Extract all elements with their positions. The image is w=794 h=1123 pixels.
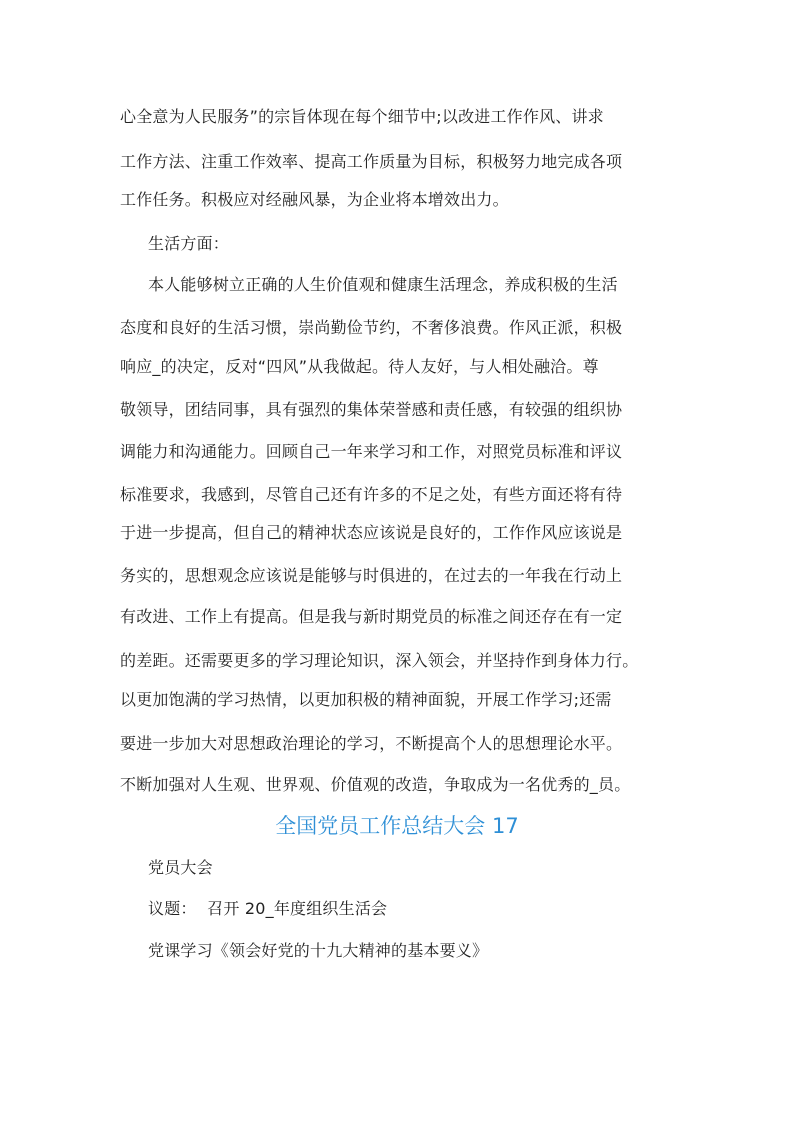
paragraph-2-line-1: 本人能够树立正确的人生价值观和健康生活理念，养成积极的生活 bbox=[148, 275, 618, 294]
party-lesson: 党课学习《领会好党的十九大精神的基本要义》 bbox=[148, 941, 489, 960]
paragraph-2-line-8: 务实的，思想观念应该说是能够与时俱进的，在过去的一年我在行动上 bbox=[120, 566, 623, 585]
paragraph-2-line-2: 态度和良好的生活习惯，崇尚勤俭节约，不奢侈浪费。作风正派，积极 bbox=[120, 318, 623, 337]
life-section-heading: 生活方面： bbox=[148, 234, 230, 253]
paragraph-2-line-11: 以更加饱满的学习热情，以更加积极的精神面貌，开展工作学习;还需 bbox=[120, 690, 612, 709]
paragraph-2-line-9: 有改进、工作上有提高。但是我与新时期党员的标准之间还存在有一定 bbox=[120, 607, 623, 626]
paragraph-2-line-4: 敬领导，团结同事，具有强烈的集体荣誉感和责任感，有较强的组织协 bbox=[120, 400, 623, 419]
paragraph-2-line-7: 于进一步提高，但自己的精神状态应该说是良好的，工作作风应该说是 bbox=[120, 523, 623, 542]
paragraph-1-line-2: 工作方法、注重工作效率、提高工作质量为目标，积极努力地完成各项 bbox=[120, 152, 623, 171]
section-title: 全国党员工作总结大会 17 bbox=[275, 814, 519, 838]
paragraph-2-line-12: 要进一步加大对思想政治理论的学习，不断提高个人的思想理论水平。 bbox=[120, 734, 623, 753]
paragraph-2-line-5: 调能力和沟通能力。回顾自己一年来学习和工作，对照党员标准和评议 bbox=[120, 442, 623, 461]
paragraph-2-line-3: 响应_的决定，反对“四风”从我做起。待人友好，与人相处融洽。尊 bbox=[120, 357, 599, 376]
paragraph-2-line-6: 标准要求，我感到，尽管自己还有许多的不足之处，有些方面还将有待 bbox=[120, 485, 623, 504]
paragraph-2-line-10: 的差距。还需要更多的学习理论知识，深入领会，并坚持作到身体力行。 bbox=[120, 651, 639, 670]
paragraph-2-line-13: 不断加强对人生观、世界观、价值观的改造，争取成为一名优秀的_员。 bbox=[120, 775, 631, 794]
meeting-type: 党员大会 bbox=[148, 858, 213, 877]
meeting-topic: 议题： 召开 20_年度组织生活会 bbox=[148, 899, 388, 918]
paragraph-1-line-3: 工作任务。积极应对经融风暴，为企业将本增效出力。 bbox=[120, 190, 509, 209]
paragraph-1-line-1: 心全意为人民服务”的宗旨体现在每个细节中;以改进工作作风、讲求 bbox=[120, 107, 604, 126]
